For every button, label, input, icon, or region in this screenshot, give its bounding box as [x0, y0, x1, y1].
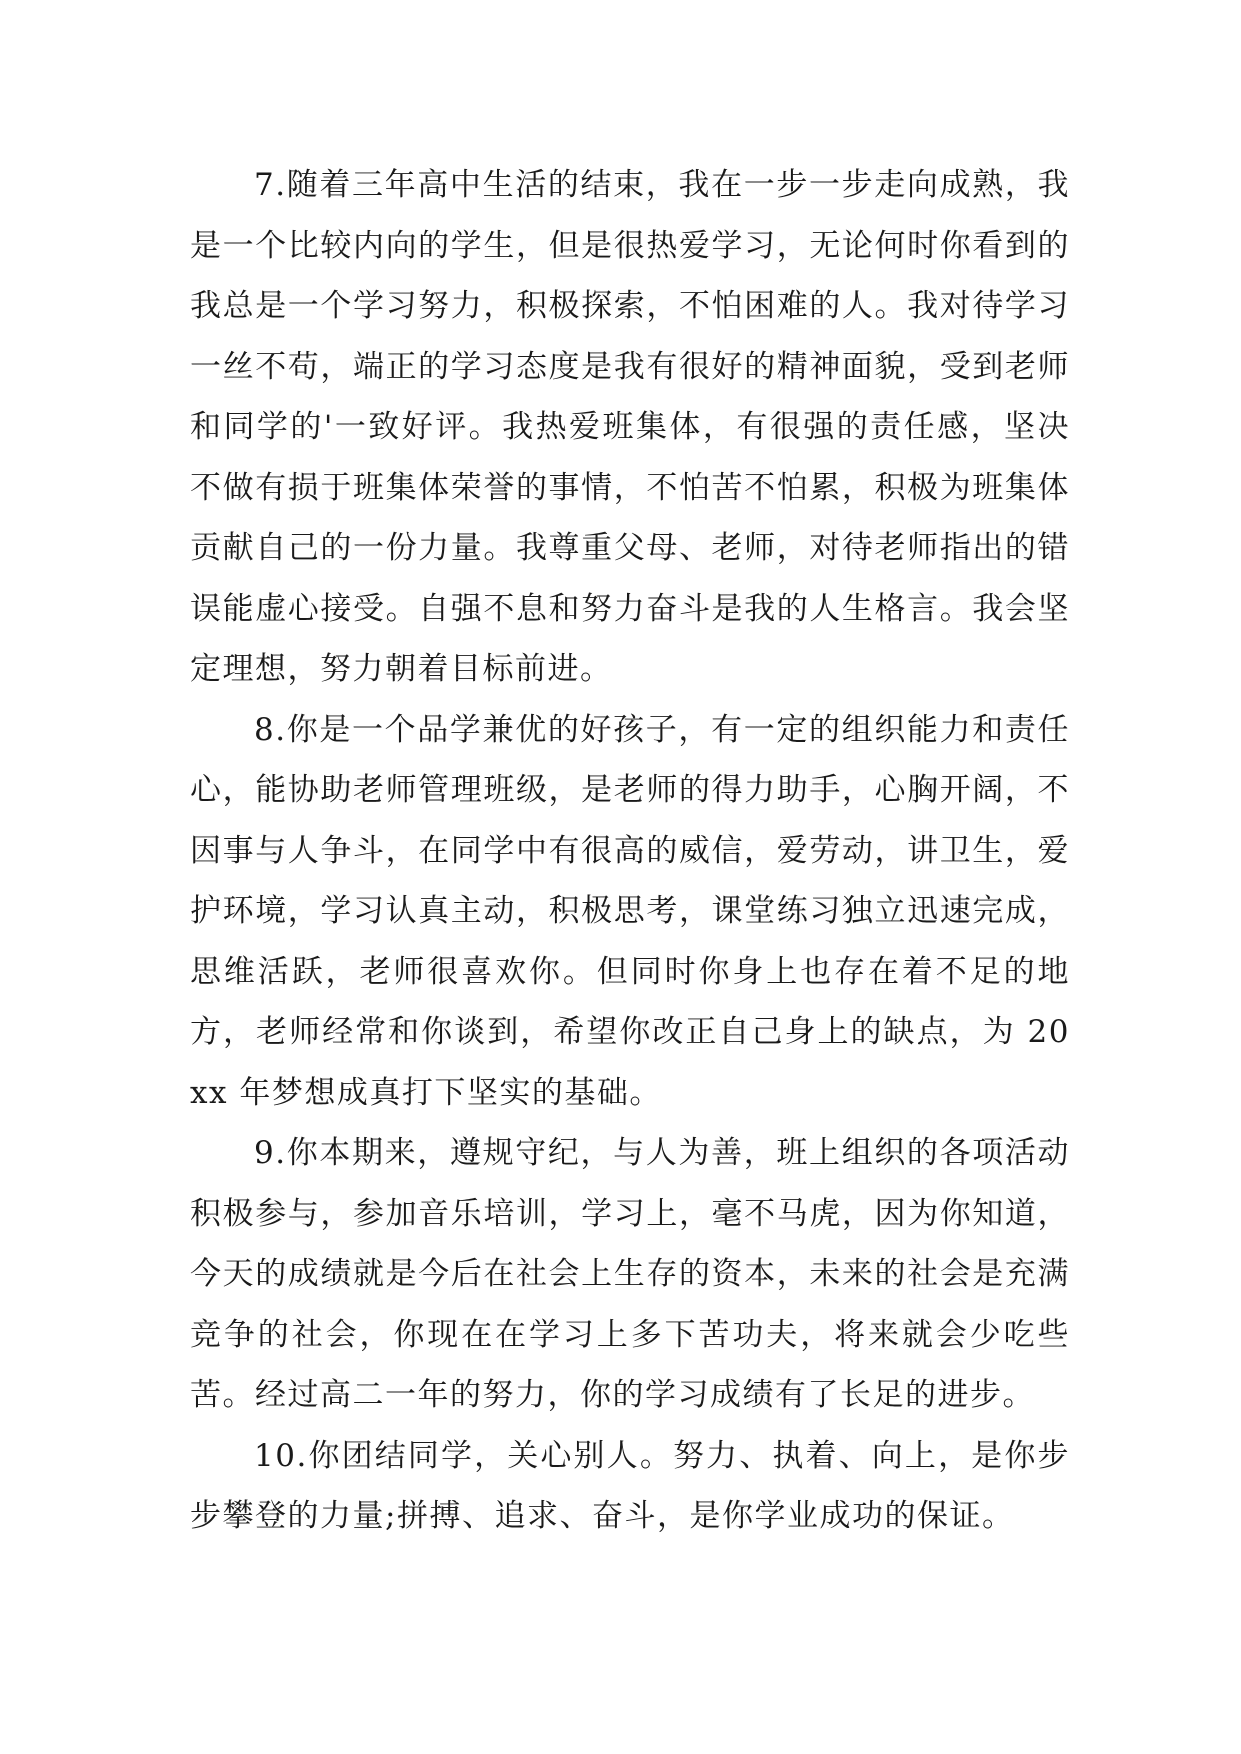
paragraph-7: 7.随着三年高中生活的结束，我在一步一步走向成熟，我是一个比较内向的学生，但是很热爱学习，无论何时你看到的我总是一个学习努力，积极探索，不怕困难的人。我对待学习一丝不苟，端正的学习态度是我有很好的精神面貌，受到老师和同学的'一致好评。我热爱班集体，有很强的责任感，坚决不做有损于班集体荣誉的事情，不怕苦不怕累，积极为班集体贡献自己的一份力量。我尊重父母、老师，对待老师指出的错误能虚心接受。自强不息和努力奋斗是我的人生格言。我会坚定理想，努力朝着目标前进。: [190, 167, 1070, 687]
paragraph-9: 9.你本期来，遵规守纪，与人为善，班上组织的各项活动积极参与，参加音乐培训，学习上，毫不马虎，因为你知道，今天的成绩就是今后在社会上生存的资本，未来的社会是充满竞争的社会，你现在在学习上多下苦功夫，将来就会少吃些苦。经过高二一年的努力，你的学习成绩有了长足的进步。: [190, 1135, 1070, 1413]
document-body: [190, 155, 1070, 1547]
paragraph-10: 10.你团结同学，关心别人。努力、执着、向上，是你步步攀登的力量;拼搏、追求、奋斗，是你学业成功的保证。: [190, 1437, 1070, 1534]
paragraph-8: 8.你是一个品学兼优的好孩子，有一定的组织能力和责任心，能协助老师管理班级，是老师的得力助手，心胸开阔，不因事与人争斗，在同学中有很高的威信，爱劳动，讲卫生，爱护环境，学习认真主动，积极思考，课堂练习独立迅速完成，思维活跃，老师很喜欢你。但同时你身上也存在着不足的地方，老师经常和你谈到，希望你改正自己身上的缺点，为 20xx 年梦想成真打下坚实的基础。: [190, 711, 1070, 1111]
